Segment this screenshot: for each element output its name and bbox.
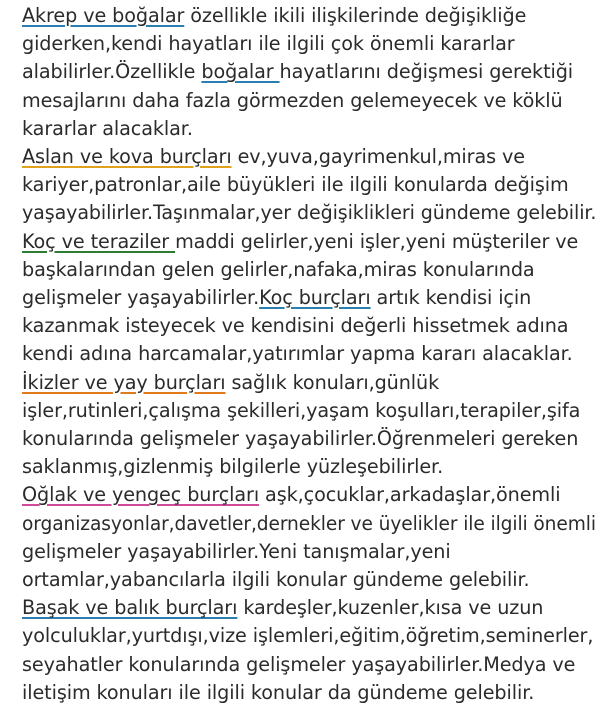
text-line (22, 510, 596, 538)
line-text: artık kendisi için (370, 286, 532, 310)
line-text: aşk,çocuklar,arkadaşlar,önemli (259, 483, 561, 507)
line-text: kardeşler,kuzenler,kısa ve uzun (237, 596, 544, 620)
text-line (22, 340, 592, 368)
text-line (22, 481, 592, 509)
text-line (22, 115, 592, 143)
line-text: yolculuklar,yurtdışı,vize işlemleri,eğitim,öğretim,seminerler, (22, 624, 594, 648)
text-line (22, 397, 592, 425)
line-text: gelişmeler yaşayabilirler.Yeni tanışmalar,yeni (22, 539, 451, 563)
text-line (22, 228, 592, 256)
line-text: hayatlarını değişmesi gerektiği (279, 60, 574, 84)
text-line (22, 594, 592, 622)
text-line (22, 453, 592, 481)
text-line (22, 2, 592, 30)
text-line (22, 256, 592, 284)
sign-pair-ikizler-yay: İkizler ve yay burçları (22, 370, 226, 394)
line-text: seyahatler konularında gelişmeler yaşayabilirler.Medya ve (22, 652, 576, 676)
text-line (22, 622, 592, 650)
sign-pair-koc-teraziler: Koç ve teraziler (22, 229, 176, 253)
text-line (22, 312, 592, 340)
line-text: giderken,kendi hayatları ile ilgili çok önemli kararlar (22, 32, 515, 56)
text-line (22, 425, 592, 453)
line-text: iletişim konuları ile ilgili konular da gündeme gelebilir. (22, 680, 535, 704)
text-line (22, 199, 597, 227)
sign-koc: Koç burçları (259, 286, 371, 310)
line-text: ortamlar,yabancılarla ilgili konular gündeme gelebilir. (22, 568, 530, 592)
sign-pair-oglak-yengec: Oğlak ve yengeç burçları (22, 483, 260, 507)
text-line (22, 171, 592, 199)
sign-bogalar: boğalar (201, 60, 280, 84)
text-line (22, 30, 592, 58)
line-text: yaşayabilirler.Taşınmalar,yer değişiklikleri gündeme gelebilir. (22, 201, 597, 225)
text-line (22, 143, 592, 171)
line-text: sağlık konuları,günlük (225, 370, 440, 394)
line-text: işler,rutinleri,çalışma şekilleri,yaşam koşulları,terapiler,şifa (22, 398, 581, 422)
line-text: başkalarından gelen gelirler,nafaka,miras konularında (22, 257, 535, 281)
sign-pair-basak-balik: Başak ve balık burçları (22, 596, 238, 620)
sign-pair-akrep-bogalar: Akrep ve boğalar (22, 4, 185, 27)
text-line (22, 651, 592, 679)
line-text: özellikle ikili ilişkilerinde değişikliğe (184, 4, 527, 27)
horoscope-text-document (22, 2, 597, 707)
text-line (22, 566, 592, 594)
text-line (22, 284, 592, 312)
text-line (22, 369, 592, 397)
line-text: saklanmış,gizlenmiş bilgilerle yüzleşebilirler. (22, 455, 444, 479)
sign-pair-aslan-kova: Aslan ve kova burçları (22, 145, 232, 169)
line-text: kariyer,patronlar,aile büyükleri ile ilgili konularda değişim (22, 173, 569, 197)
line-text: kazanmak isteyecek ve kendisini değerli hissetmek adına (22, 314, 569, 338)
line-prefix: alabilirler.Özellikle (22, 60, 202, 84)
line-text: organizasyonlar,davetler,dernekler ve üyelikler ile ilgili önemli (22, 511, 596, 535)
line-text: konularında gelişmeler yaşayabilirler.Öğrenmeleri gereken (22, 427, 579, 451)
line-prefix: gelişmeler yaşayabilirler. (22, 286, 260, 310)
text-line (22, 87, 592, 115)
text-line (22, 538, 592, 566)
text-line (22, 679, 592, 707)
line-text: kararlar alacaklar. (22, 116, 193, 140)
line-text: ev,yuva,gayrimenkul,miras ve (231, 145, 525, 169)
line-text: mesajlarını daha fazla görmezden gelemeyecek ve köklü (22, 88, 563, 112)
text-line (22, 58, 592, 86)
line-text: kendi adına harcamalar,yatırımlar yapma kararı alacaklar. (22, 342, 573, 366)
line-text: maddi gelirler,yeni işler,yeni müşteriler ve (175, 229, 579, 253)
